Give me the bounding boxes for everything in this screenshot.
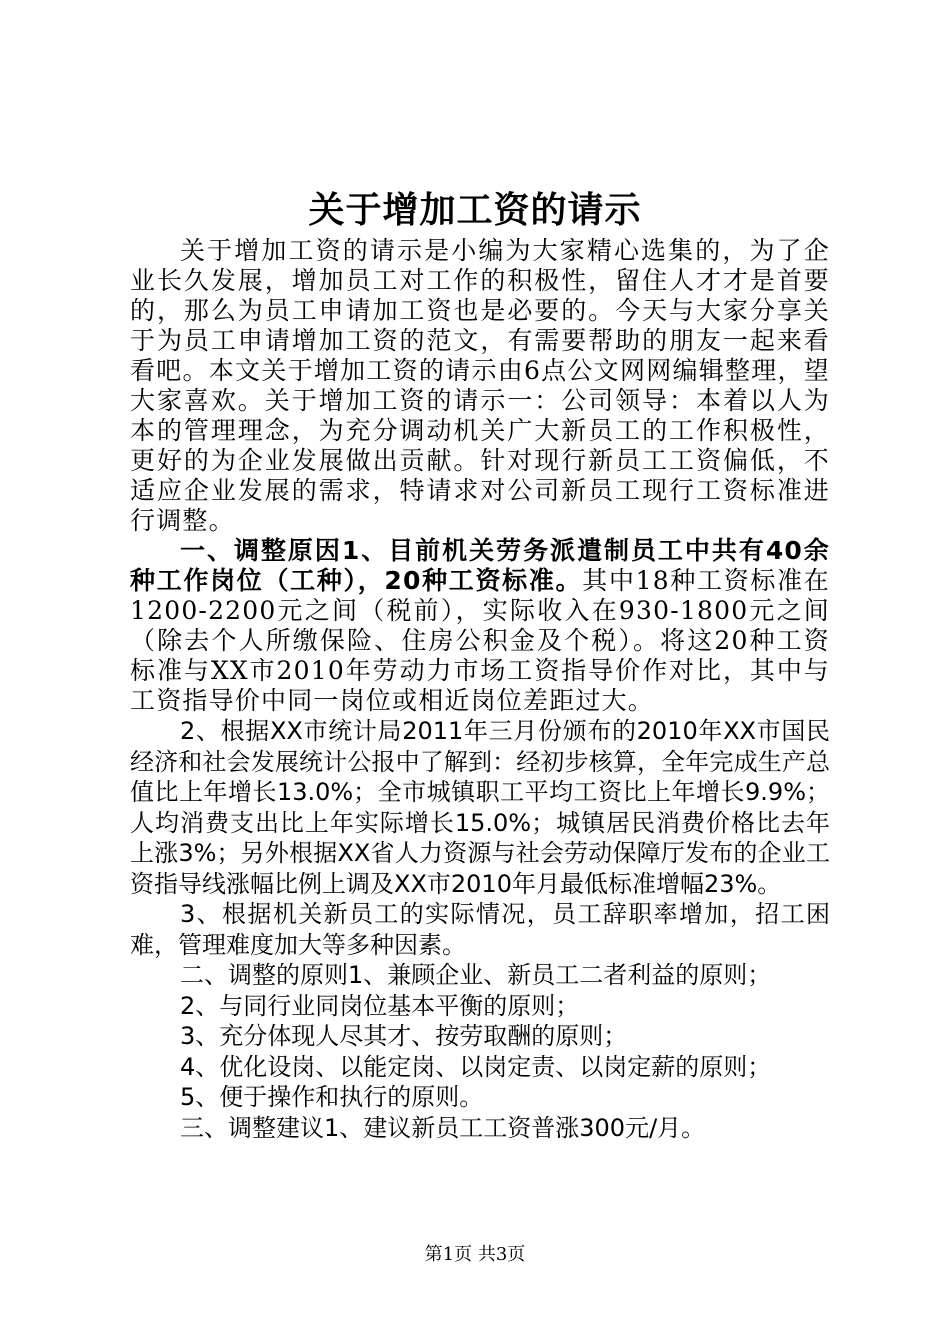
document-body [130, 236, 830, 1143]
reason2-paragraph: 2、根据XX市统计局2011年三月份颁布的2010年XX市国民经济和社会发展统计公报中了解到：经初步核算，全年完成生产总值比上年增长13.0%；全市城镇职工平均工资比上年增长9.9%；人均消费支出比上年实际增长15.0%；城镇居民消费价格比去年上涨3%；另外根据XX省人力资源与社会劳动保障厅发布的企业工资指导线涨幅比例上调及XX市2010年月最低标准增幅23%。 [130, 717, 830, 898]
page-title: 关于增加工资的请示 [308, 189, 642, 231]
suggestion1-paragraph: 三、调整建议1、建议新员工工资普涨300元/月。 [180, 1113, 706, 1142]
section1-heading: 一、调整原因1、目前机关劳务派遣制员工中共有40余种工作岗位（工种），20种工资标准。 [130, 536, 830, 595]
principle2-paragraph: 2、与同行业同岗位基本平衡的原则； [180, 991, 580, 1020]
section1-paragraph [130, 536, 830, 716]
principle3-paragraph: 3、充分体现人尽其才、按劳取酬的原则； [180, 1022, 628, 1050]
principle1-paragraph: 二、调整的原则1、兼顾企业、新员工二者利益的原则； [180, 961, 772, 989]
intro-paragraph: 关于增加工资的请示是小编为大家精心选集的，为了企业长久发展，增加员工对工作的积极性，留住人才才是首要的，那么为员工申请加工资也是必要的。今天与大家分享关于为员工申请增加工资的范文，有需要帮助的朋友一起来看看吧。本文关于增加工资的请示由6点公文网网编辑整理，望大家喜欢。关于增加工资的请示一：公司领导：本着以人为本的管理理念，为充分调动机关广大新员工的工作积极性，更好的为企业发展做出贡献。针对现行新员工工资偏低，不适应企业发展的需求，特请求对公司新员工现行工资标准进行调整。 [130, 236, 830, 535]
reason3-paragraph: 3、根据机关新员工的实际情况，员工辞职率增加，招工困难，管理难度加大等多种因素。 [130, 900, 830, 959]
section1-body: 其中18种工资标准在1200-2200元之间（税前），实际收入在930-1800元之间（除去个人所缴保险、住房公积金及个税）。将这20种工资标准与XX市2010年劳动力市场工资指导价作对比，其中与工资指导价中同一岗位或相近岗位差距过大。 [130, 566, 830, 715]
page-number-footer: 第1页 共3页 [424, 1244, 526, 1265]
principle5-paragraph: 5、便于操作和执行的原则。 [180, 1083, 484, 1111]
principle4-paragraph: 4、优化设岗、以能定岗、以岗定责、以岗定薪的原则； [180, 1052, 772, 1081]
